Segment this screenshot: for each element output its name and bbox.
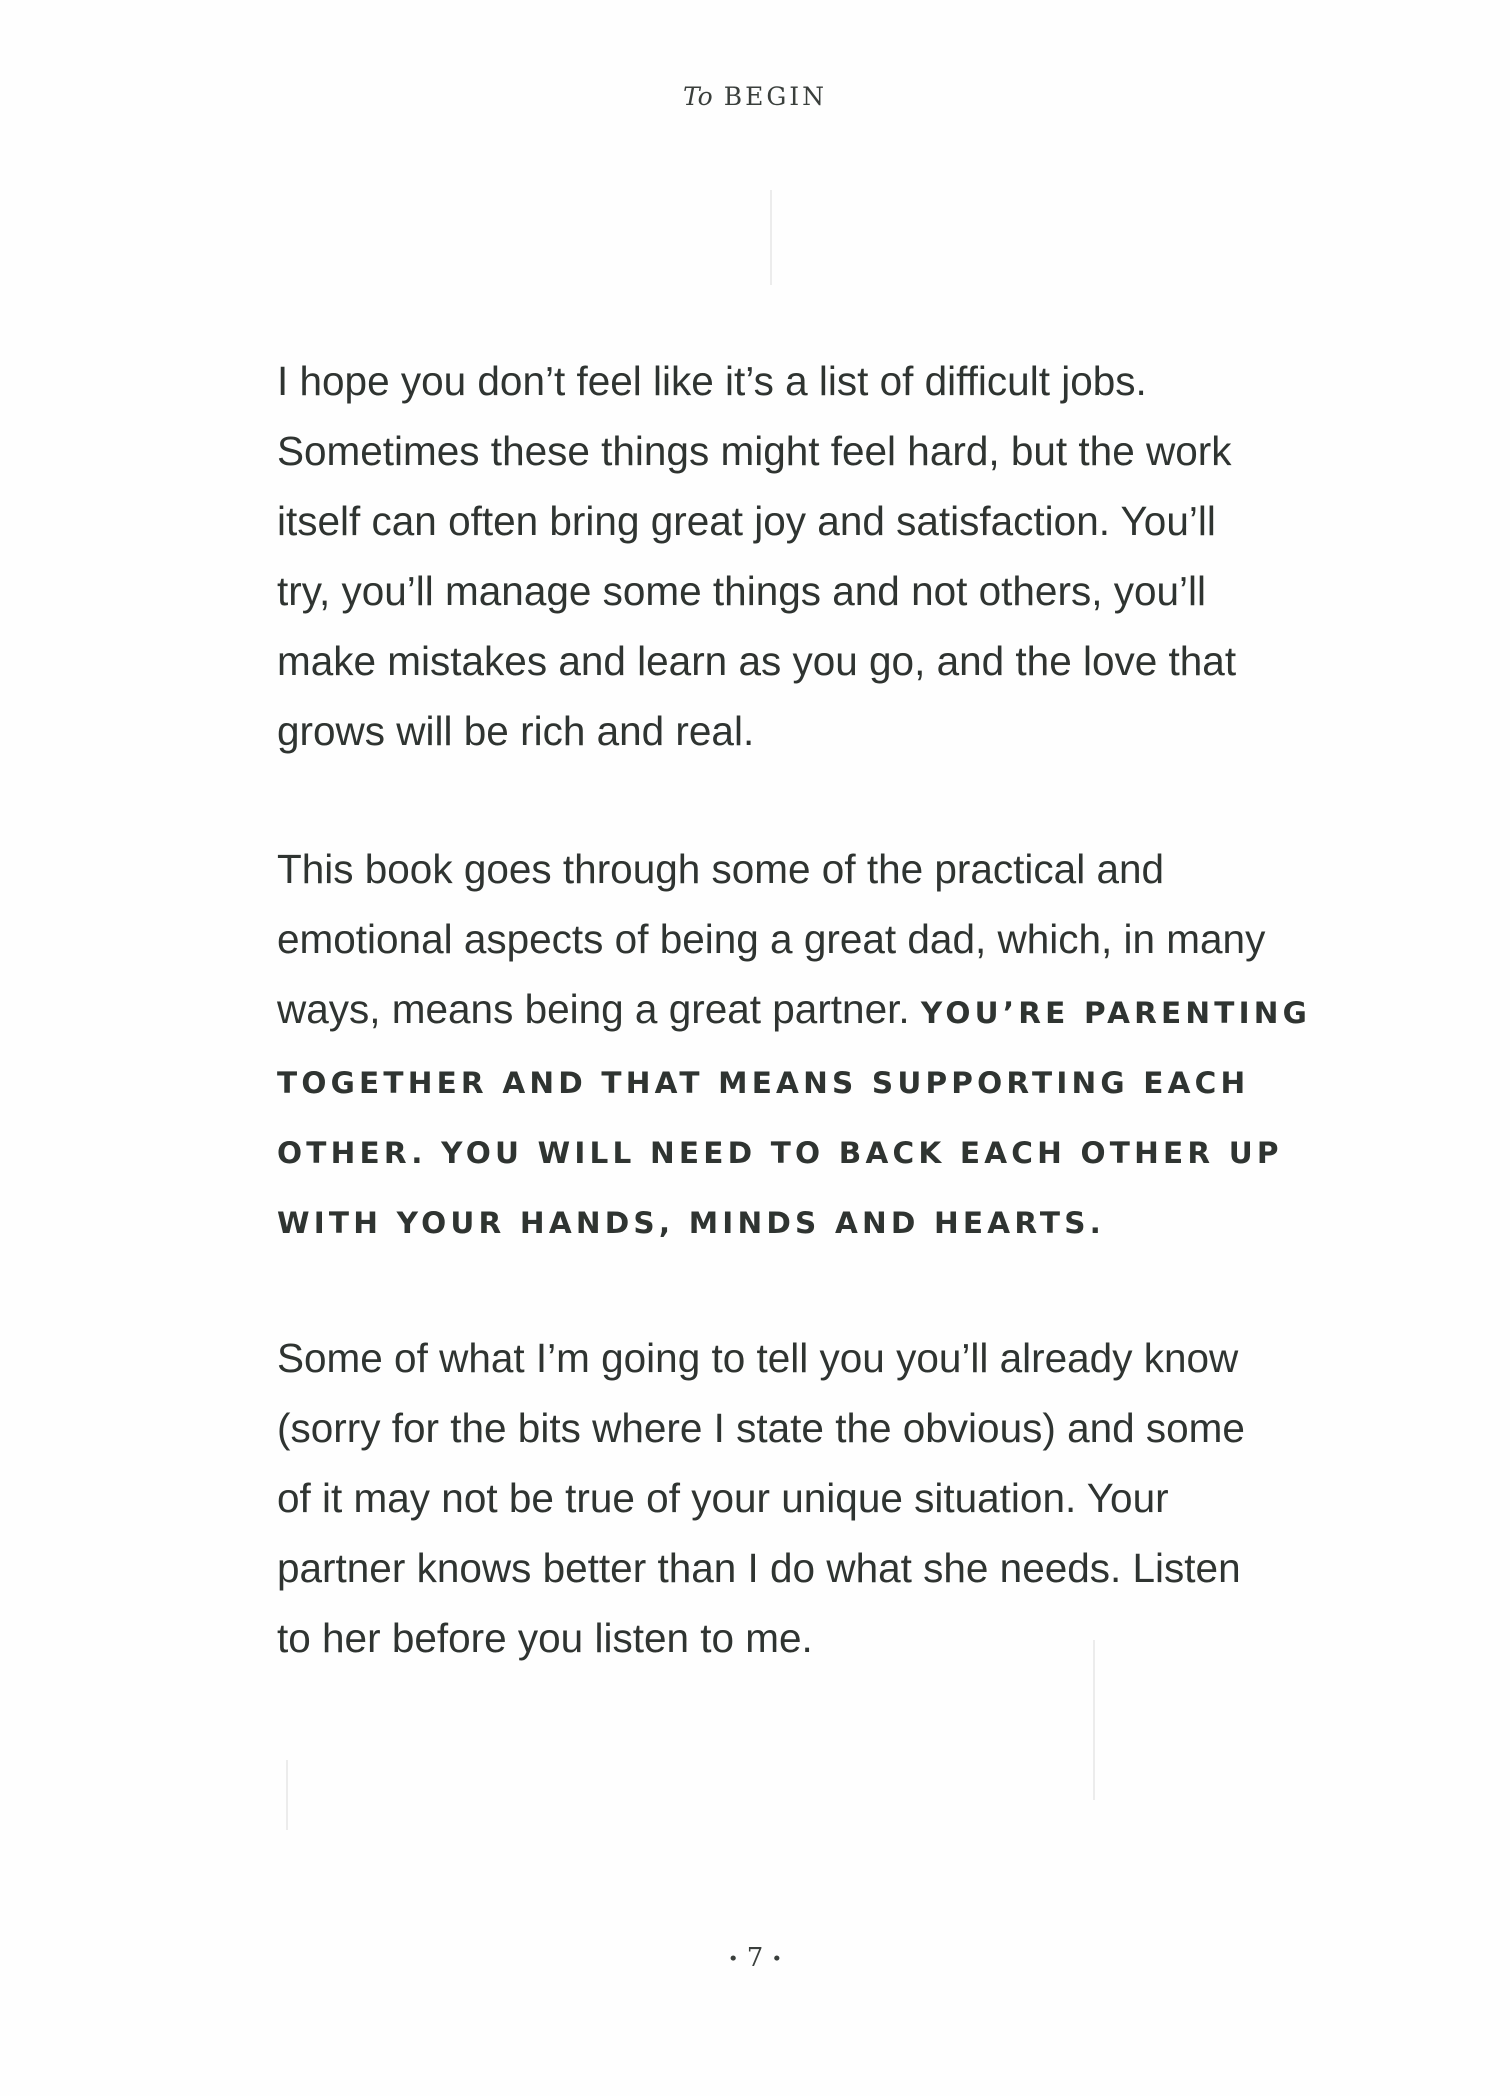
text-line: (sorry for the bits where I state the obvious) and some [277, 1405, 1245, 1451]
text-line: I hope you don’t feel like it’s a list of difficult jobs. [277, 358, 1147, 404]
text-line: partner knows better than I do what she needs. Listen [277, 1545, 1241, 1591]
text-line: make mistakes and learn as you go, and the love that [277, 638, 1237, 684]
page-number-value: 7 [746, 1943, 764, 1973]
paragraph-1 [277, 346, 1327, 766]
emphasis-line: OTHER. YOU WILL NEED TO BACK EACH OTHER UP [277, 1136, 1283, 1170]
page-number [0, 1943, 1510, 1973]
text-line: Sometimes these things might feel hard, but the work [277, 428, 1232, 474]
text-line: try, you’ll manage some things and not others, you’ll [277, 568, 1206, 614]
text-line: Some of what I’m going to tell you you’ll already know [277, 1335, 1239, 1381]
text-line: This book goes through some of the practical and [277, 846, 1165, 892]
bullet-ornament-icon: • [771, 1948, 783, 1970]
text-line: of it may not be true of your unique situation. Your [277, 1475, 1169, 1521]
text-line: to her before you listen to me. [277, 1615, 813, 1661]
text-line: itself can often bring great joy and satisfaction. You’ll [277, 498, 1216, 544]
scan-crease-mark [286, 1760, 288, 1830]
bullet-ornament-icon: • [727, 1948, 739, 1970]
paragraph-3 [277, 1323, 1327, 1673]
running-head-title: BEGIN [723, 82, 828, 111]
running-head-lead: To [682, 82, 713, 111]
text-line: grows will be rich and real. [277, 708, 755, 754]
running-head [0, 82, 1510, 111]
emphasis-line: TOGETHER AND THAT MEANS SUPPORTING EACH [277, 1066, 1250, 1100]
emphasis-text: YOU’RE PARENTING [920, 996, 1312, 1030]
emphasis-line: WITH YOUR HANDS, MINDS AND HEARTS. [277, 1206, 1106, 1240]
text-normal: ways, means being a great partner. [277, 986, 910, 1032]
scan-crease-mark [770, 190, 772, 285]
text-line-mixed [277, 974, 1327, 1048]
text-line: emotional aspects of being a great dad, which, in many [277, 916, 1266, 962]
paragraph-2 [277, 834, 1327, 1258]
